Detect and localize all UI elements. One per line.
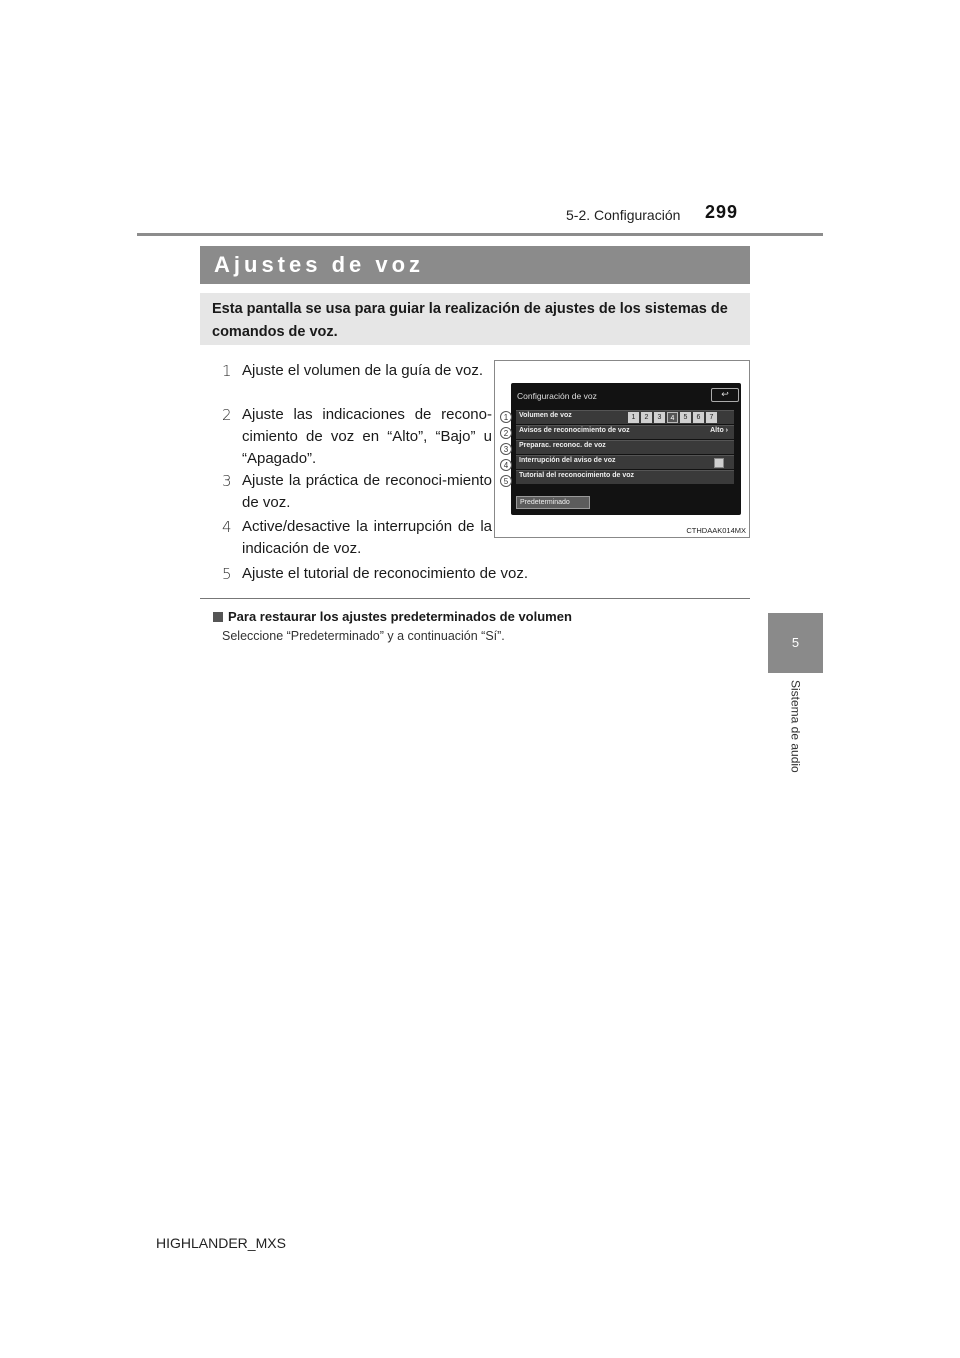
row-label: Preparac. reconoc. de voz — [519, 442, 606, 449]
row-label: Interrupción del aviso de voz — [519, 457, 616, 464]
section-title: Ajustes de voz — [214, 252, 425, 277]
header-divider — [137, 233, 823, 236]
item-number: 3 — [222, 472, 232, 490]
screen-title: Configuración de voz — [517, 391, 597, 401]
callout-1: 1 — [500, 411, 512, 423]
volume-level-3[interactable]: 3 — [654, 412, 665, 423]
volume-level-6[interactable]: 6 — [693, 412, 704, 423]
item-text: Ajuste las indicaciones de recono-cimiento de voz en “Alto”, “Bajo” u “Apagado”. — [242, 406, 492, 467]
default-button[interactable]: Predeterminado — [516, 496, 590, 509]
intro-box: Esta pantalla se usa para guiar la realización de ajustes de los sistemas de comandos de voz. — [200, 293, 750, 345]
voice-settings-screen — [511, 383, 741, 515]
voice-volume-row[interactable] — [516, 410, 734, 424]
callout-2: 2 — [500, 427, 512, 439]
row-label: Tutorial del reconocimiento de voz — [519, 472, 634, 479]
prompt-interrupt-row[interactable] — [516, 455, 734, 469]
volume-level-5[interactable]: 5 — [680, 412, 691, 423]
figure-code: CTHDAAK014MX — [686, 526, 746, 535]
note-heading — [213, 609, 572, 624]
item-text: Ajuste la práctica de reconoci-miento de voz. — [242, 472, 492, 511]
section-title-bar — [200, 246, 750, 284]
item-number: 5 — [222, 565, 232, 583]
callout-4: 4 — [500, 459, 512, 471]
note-divider — [200, 598, 750, 599]
volume-level-4[interactable]: 4 — [667, 412, 678, 423]
callout-3: 3 — [500, 443, 512, 455]
item-number: 4 — [222, 518, 232, 536]
settings-screenshot-figure — [494, 360, 750, 538]
back-button[interactable]: ↩ — [711, 388, 739, 402]
row-label: Volumen de voz — [519, 412, 572, 419]
voice-prompts-row[interactable] — [516, 425, 734, 439]
callout-5: 5 — [500, 475, 512, 487]
chapter-label-text: Sistema de audio — [788, 680, 803, 773]
item-text: Active/desactive la interrupción de la indicación de voz. — [242, 518, 492, 557]
square-bullet-icon — [213, 612, 223, 622]
note-heading-text: Para restaurar los ajustes predeterminados de volumen — [228, 609, 572, 624]
volume-level-7[interactable]: 7 — [706, 412, 717, 423]
item-text: Ajuste el volumen de la guía de voz. — [242, 362, 483, 379]
interrupt-checkbox[interactable] — [714, 458, 724, 468]
item-number: 1 — [222, 362, 232, 380]
footer-model: HIGHLANDER_MXS — [156, 1235, 286, 1251]
note-body: Seleccione “Predeterminado” y a continuación “Sí”. — [222, 629, 505, 643]
chapter-label — [768, 680, 823, 790]
page-number: 299 — [705, 202, 739, 222]
row-value: Alto › — [710, 427, 728, 434]
volume-level-2[interactable]: 2 — [641, 412, 652, 423]
chapter-tab: 5 — [768, 613, 823, 673]
row-label: Avisos de reconocimiento de voz — [519, 427, 630, 434]
item-number: 2 — [222, 406, 232, 424]
volume-level-1[interactable]: 1 — [628, 412, 639, 423]
voice-training-row[interactable] — [516, 440, 734, 454]
section-label: 5-2. Configuración — [566, 207, 681, 223]
item-text: Ajuste el tutorial de reconocimiento de voz. — [242, 565, 528, 582]
voice-tutorial-row[interactable] — [516, 470, 734, 484]
